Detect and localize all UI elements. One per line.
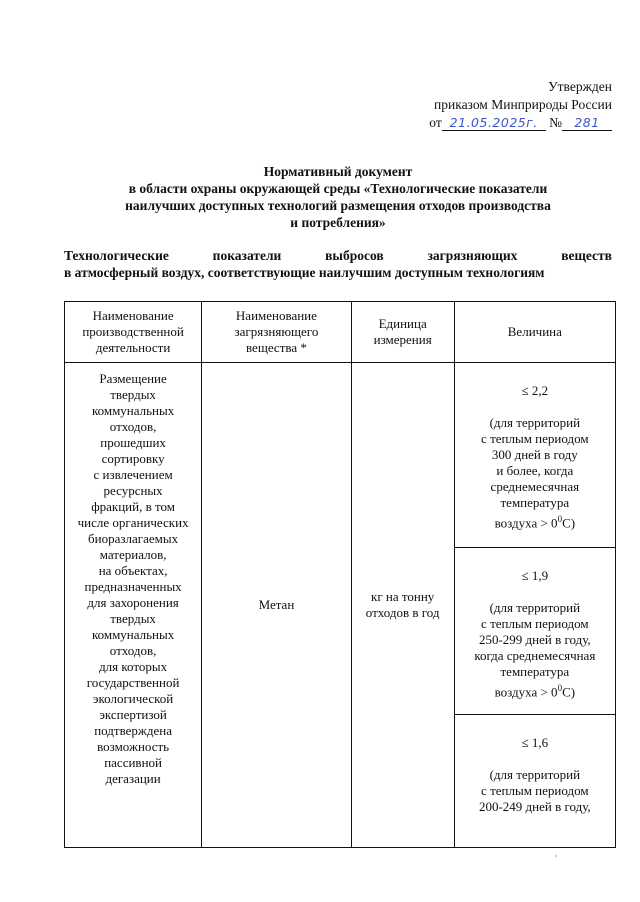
activity-line: пассивной	[104, 755, 162, 770]
note-line: (для территорий	[489, 600, 581, 615]
note-line: (для территорий	[489, 415, 581, 430]
note-line: с теплым периодом	[481, 783, 589, 798]
activity-line: подтверждена	[94, 723, 172, 738]
activity-line: отходов,	[109, 643, 157, 658]
heading-word: показатели	[212, 248, 282, 263]
document-title	[60, 163, 616, 231]
activity-line: материалов,	[99, 547, 167, 562]
activity-line: числе органических	[77, 515, 189, 530]
activity-line: Размещение	[99, 371, 167, 386]
activity-line: твердых	[110, 611, 156, 626]
note-line: среднемесячная	[490, 479, 580, 494]
heading-word: выбросов	[325, 248, 384, 263]
activity-line: предназначенных	[84, 579, 182, 594]
note-line: с теплым периодом	[481, 431, 589, 446]
note-line: температура	[500, 495, 570, 510]
activity-line: коммунальных	[91, 627, 175, 642]
activity-line: биоразлагаемых	[88, 531, 179, 546]
title-line-1: Нормативный документ	[263, 164, 413, 179]
value-cell	[454, 363, 615, 548]
note-line: 300 дней в году	[491, 447, 578, 462]
value-text: ≤ 1,9	[521, 568, 549, 583]
indicators-table	[64, 301, 616, 848]
activity-line: возможность	[97, 739, 170, 754]
activity-line: государственной	[86, 675, 180, 690]
activity-line: фракций, в том	[91, 499, 175, 514]
section-heading-line-1	[64, 247, 612, 264]
activity-line: отходов,	[109, 419, 157, 434]
activity-line: на объектах,	[98, 563, 168, 578]
title-line-2: в области охраны окружающей среды «Технологические показатели	[128, 181, 548, 196]
activity-line: экологической	[92, 691, 174, 706]
value-note	[455, 767, 615, 815]
header-substance: Наименование загрязняющего вещества *	[202, 302, 351, 363]
activity-line: дегазации	[105, 771, 161, 786]
table-row	[65, 363, 616, 548]
activity-line: с извлечением	[93, 467, 173, 482]
section-heading-line-2: в атмосферный воздух, соответствующие наилучшим доступным технологиям	[64, 265, 545, 280]
activity-line: коммунальных	[91, 403, 175, 418]
value-text: ≤ 2,2	[521, 383, 549, 398]
table-header-row	[65, 302, 616, 363]
note-line: 200-249 дней в году,	[478, 799, 591, 814]
scan-speck	[555, 855, 557, 857]
note-line: когда среднемесячная	[474, 648, 596, 663]
note-line: температура	[500, 664, 570, 679]
heading-word: Технологические	[64, 248, 169, 263]
note-line-temperature: воздуха > $0^0С$)	[494, 514, 576, 531]
handwritten-date: 21.05.2025г.	[442, 116, 546, 131]
activity-text	[65, 371, 201, 787]
header-unit: Единица измерения	[351, 302, 454, 363]
approval-date-line	[429, 114, 612, 132]
approval-block	[429, 78, 612, 132]
title-line-4: и потребления»	[290, 215, 386, 230]
note-line: (для территорий	[489, 767, 581, 782]
header-value: Величина	[454, 302, 615, 363]
header-activity: Наименование производственной деятельности	[65, 302, 202, 363]
substance-cell: Метан	[202, 363, 351, 848]
activity-line: ресурсных	[103, 483, 163, 498]
activity-line: для захоронения	[87, 595, 179, 610]
heading-word: загрязняющих	[427, 248, 518, 263]
approval-line-2: приказом Минприроды России	[434, 97, 612, 112]
value-text: ≤ 1,6	[521, 735, 549, 750]
note-line-temperature: воздуха > $0^0С$)	[494, 683, 576, 700]
activity-line: прошедших	[100, 435, 166, 450]
approval-line-1: Утвержден	[548, 79, 612, 94]
value-note	[455, 415, 615, 531]
note-line: и более, когда	[496, 463, 574, 478]
activity-line: для которых	[99, 659, 168, 674]
value-cell	[454, 715, 615, 848]
note-line: с теплым периодом	[481, 616, 589, 631]
value-cell	[454, 548, 615, 715]
section-heading	[64, 247, 612, 281]
value-note	[455, 600, 615, 700]
activity-cell	[65, 363, 202, 848]
heading-word: веществ	[561, 248, 612, 263]
handwritten-number: 281	[562, 116, 612, 131]
note-line: 250-299 дней в году,	[478, 632, 591, 647]
from-label: от	[429, 115, 442, 130]
activity-line: твердых	[110, 387, 156, 402]
unit-cell: кг на тонну отходов в год	[351, 363, 454, 848]
number-label: №	[549, 115, 562, 130]
activity-line: сортировку	[101, 451, 165, 466]
title-line-3: наилучших доступных технологий размещения отходов производства	[125, 198, 551, 213]
activity-line: экспертизой	[99, 707, 167, 722]
